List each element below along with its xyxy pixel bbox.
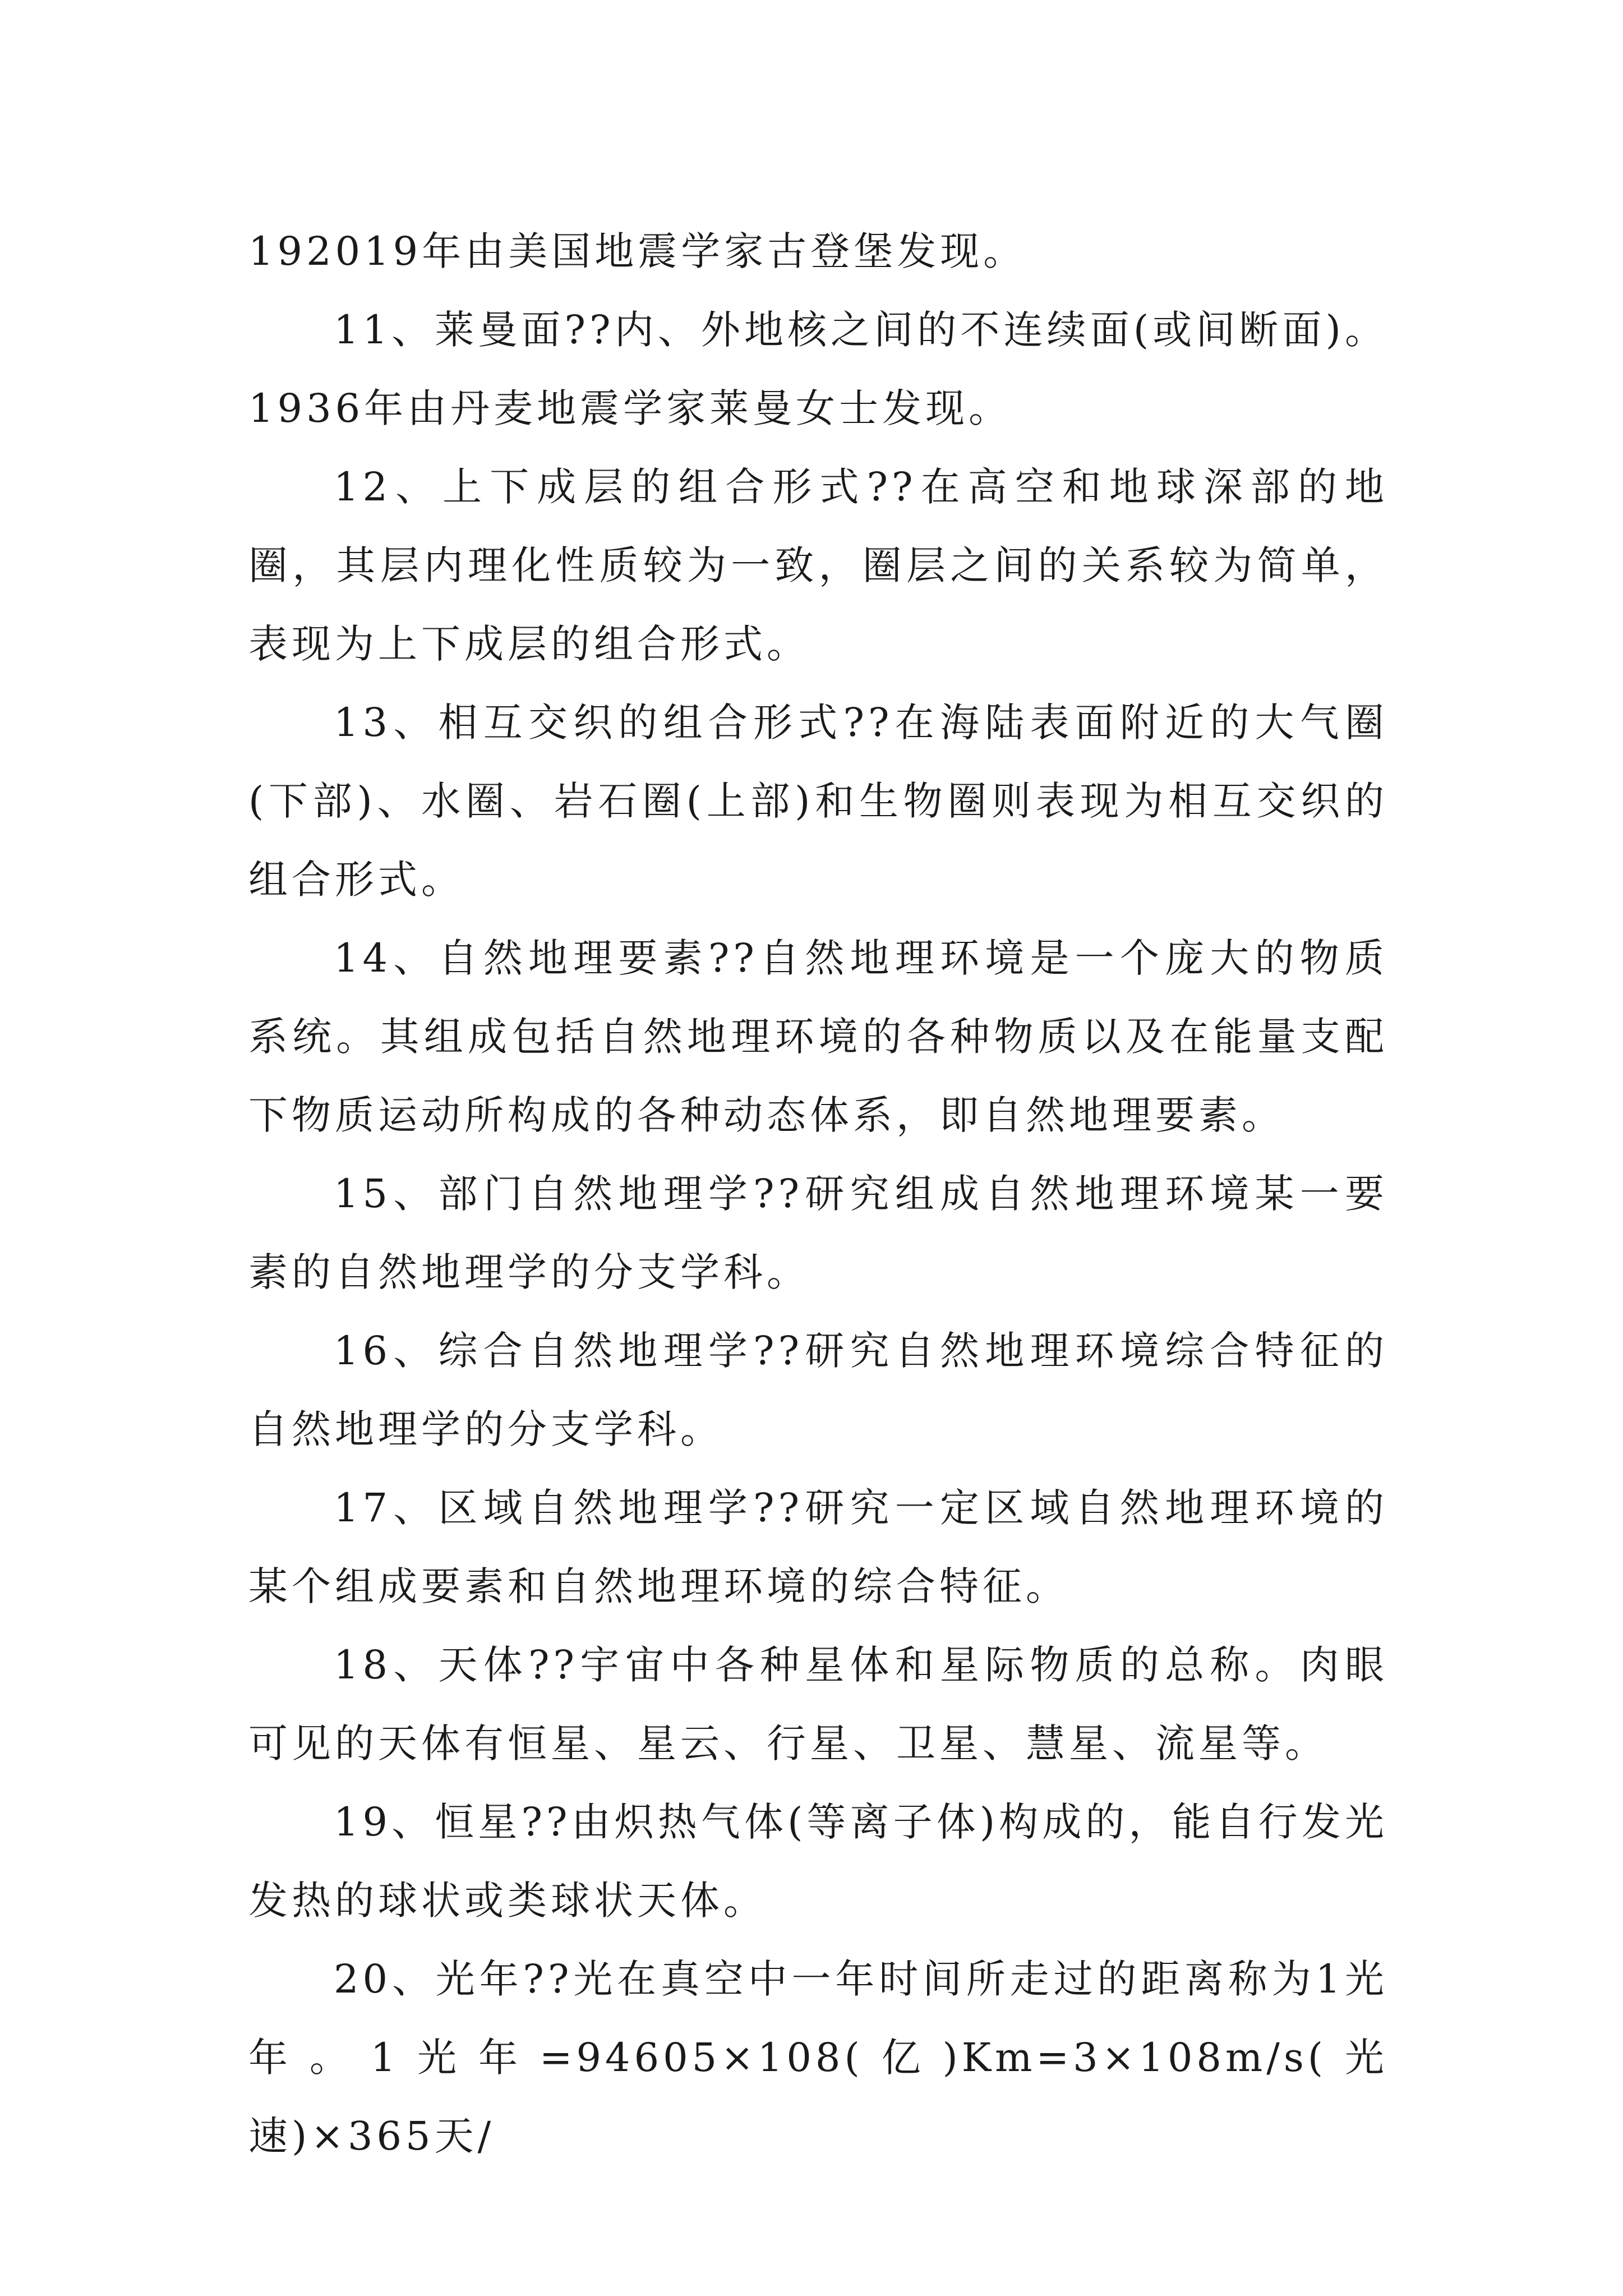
paragraph-14-physical-geography-elements: 14、自然地理要素??自然地理环境是一个庞大的物质系统。其组成包括自然地理环境的各种物质以及在能量支配下物质运动所构成的各种动态体系，即自然地理要素。 — [248, 935, 1388, 1138]
paragraph-13-interwoven-form: 13、相互交织的组合形式??在海陆表面附近的大气圈(下部)、水圈、岩石圈(上部)和生物圈则表现为相互交织的组合形式。 — [248, 700, 1388, 903]
paragraph-16-integrated-physical-geography: 16、综合自然地理学??研究自然地理环境综合特征的自然地理学的分支学科。 — [248, 1328, 1388, 1452]
paragraph-20-light-year: 20、光年??光在真空中一年时间所走过的距离称为1光年。1光年=94605×108(亿)Km=3×108m/s(光速)×365天/ — [248, 1956, 1388, 2159]
paragraph-continuation: 192019年由美国地震学家古登堡发现。 — [248, 228, 1027, 274]
paragraph-18-celestial-body: 18、天体??宇宙中各种星体和星际物质的总称。肉眼可见的天体有恒星、星云、行星、卫星、慧星、流星等。 — [248, 1642, 1388, 1766]
paragraph-17-regional-physical-geography: 17、区域自然地理学??研究一定区域自然地理环境的某个组成要素和自然地理环境的综合特征。 — [248, 1485, 1388, 1609]
document-body — [248, 212, 1388, 2175]
paragraph-19-star: 19、恒星??由炽热气体(等离子体)构成的，能自行发光发热的球状或类球状天体。 — [248, 1799, 1388, 1924]
paragraph-12-layered-form: 12、上下成层的组合形式??在高空和地球深部的地圈，其层内理化性质较为一致，圈层之间的关系较为简单，表现为上下成层的组合形式。 — [248, 464, 1388, 667]
paragraph-11-lehmann-discontinuity: 11、莱曼面??内、外地核之间的不连续面(或间断面)。1936年由丹麦地震学家莱曼女士发现。 — [248, 307, 1388, 431]
paragraph-15-sectoral-physical-geography: 15、部门自然地理学??研究组成自然地理环境某一要素的自然地理学的分支学科。 — [248, 1171, 1388, 1295]
